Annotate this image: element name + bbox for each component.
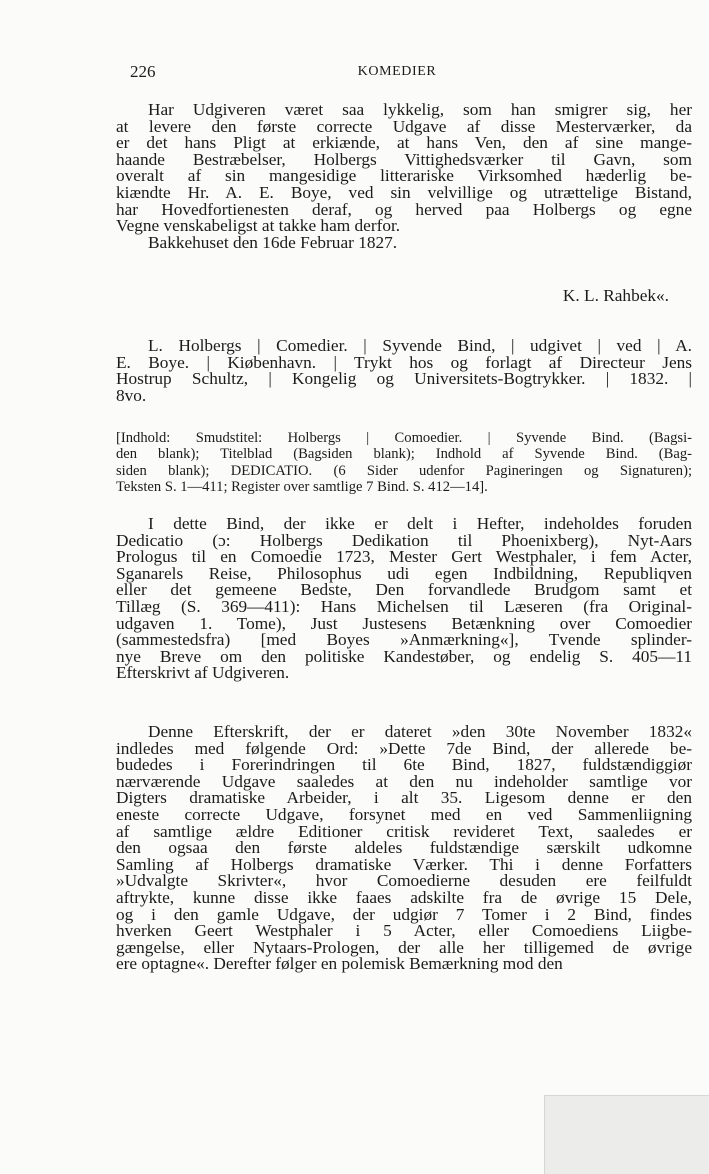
text-line: kiændte Hr. A. E. Boye, ved sin velvillige og utrættelige Bistand, bbox=[116, 182, 692, 202]
page-header bbox=[116, 62, 678, 84]
text-line: ere optagne«. Derefter følger en polemisk Bemærkning mod den bbox=[116, 954, 563, 974]
dateline: Bakkehuset den 16de Februar 1827. bbox=[148, 232, 398, 252]
signature: K. L. Rahbek«. bbox=[562, 286, 669, 305]
text-line: Teksten S. 1—411; Register over samtlige 7 Bind. S. 412—14]. bbox=[116, 479, 488, 496]
text-line: Efterskrivt af Udgiveren. bbox=[116, 663, 290, 683]
text-line: [Indhold: Smudstitel: Holbergs | Comoedier. | Syvende Bind. (Bagsi- bbox=[116, 430, 692, 446]
text-line: Digters dramatiske Arbeider, i alt 35. Ligesom denne er den bbox=[116, 788, 692, 808]
text-line: 8vo. bbox=[116, 385, 147, 405]
text-line: den ogsaa den første aldeles fuldstændige særskilt udkomne bbox=[116, 838, 692, 858]
text-line: Dedicatio (ɔ: Holbergs Dedikation til Phoenixberg), Nyt-Aars bbox=[116, 530, 692, 550]
text-line: »Udvalgte Skrivter«, hvor Comoedierne desuden ere feilfuldt bbox=[116, 871, 692, 891]
page-number: 226 bbox=[130, 62, 156, 81]
text-line: (sammestedsfra) [med Boyes »Anmærkning«], Tvende splinder- bbox=[116, 630, 692, 650]
text-line: hverken Geert Westphaler i 5 Acter, eller Comoediens Liigbe- bbox=[116, 921, 692, 941]
text-line: overalt af sin mangesidige litterariske Virksomhed hæderlig be- bbox=[116, 166, 692, 186]
page-edge-shadow bbox=[544, 1095, 709, 1174]
text-line: budedes i Forerindringen til 6te Bind, 1827, fuldstændiggiør bbox=[116, 755, 692, 775]
text-line: Prologus til en Comoedie 1723, Mester Gert Westphaler, i fem Acter, bbox=[116, 547, 692, 567]
text-line: den blank); Titelblad (Bagsiden blank); Indhold af Syvende Bind. (Bag- bbox=[116, 446, 692, 463]
running-title: KOMEDIER bbox=[357, 64, 437, 79]
text-line: E. Boye. | Kiøbenhavn. | Trykt hos og forlagt af Directeur Jens bbox=[116, 352, 692, 372]
text-line: L. Holbergs | Comedier. | Syvende Bind, | udgivet | ved | A. bbox=[148, 336, 692, 355]
text-line: indledes med følgende Ord: »Dette 7de Bind, der allerede be- bbox=[116, 738, 692, 758]
text-line: Denne Efterskrift, der er dateret »den 30te November 1832« bbox=[148, 722, 692, 741]
text-line: Sganarels Reise, Philosophus udi egen Indbildning, Republiqven bbox=[116, 563, 692, 583]
text-line: at levere den første correcte Udgave af disse Mesterværker, da bbox=[116, 116, 692, 136]
text-line: aftrykte, kunne disse ikke faaes adskilte fra de øvrige 15 Dele, bbox=[116, 887, 692, 907]
text-line: gængelse, eller Nytaars-Prologen, der alle her tilligemed de øvrige bbox=[116, 937, 692, 957]
text-line: Vegne venskabeligst at takke ham derfor. bbox=[116, 216, 401, 236]
text-line: Samling af Holbergs dramatiske Værker. Thi i denne Forfatters bbox=[116, 854, 692, 874]
text-line: nye Breve om den politiske Kandestøber, og endelig S. 405—11 bbox=[116, 646, 692, 666]
text-line: er det hans Pligt at erkiænde, at hans Ven, den af sine mange- bbox=[116, 133, 692, 153]
text-line: haande Bestræbelser, Holbergs Vittighedsværker til Gavn, som bbox=[116, 149, 692, 169]
paragraph bbox=[116, 724, 692, 973]
preface-paragraph bbox=[116, 102, 692, 251]
text-line: I dette Bind, der ikke er delt i Hefter, indeholdes foruden bbox=[148, 514, 692, 533]
text-line: eneste correcte Udgave, forsynet med en ved Sammenliigning bbox=[116, 804, 692, 824]
text-line: nærværende Udgave saaledes at den nu indeholder samtlige vor bbox=[116, 771, 692, 791]
text-line: Tillæg (S. 369—411): Hans Michelsen til Læseren (fra Original- bbox=[116, 596, 692, 616]
text-line: Har Udgiveren været saa lykkelig, som han smigrer sig, her bbox=[148, 100, 692, 119]
text-line: af samtlige ældre Editioner critisk revideret Text, saaledes er bbox=[116, 821, 692, 841]
text-line: eller det gemeene Bedste, Den forvandlede Brudgom samt et bbox=[116, 580, 692, 600]
paragraph bbox=[116, 516, 692, 682]
text-line: har Hovedfortienesten deraf, og herved paa Holbergs og egne bbox=[116, 199, 692, 219]
contents-note bbox=[116, 430, 692, 496]
text-line: udgaven 1. Tome), Just Justesens Betænkning over Comoedier bbox=[116, 613, 692, 633]
text-line: og i den gamle Udgave, der udgiør 7 Tomer i 2 Bind, findes bbox=[116, 904, 692, 924]
text-line: siden blank); DEDICATIO. (6 Sider udenfor Pagineringen og Signaturen); bbox=[116, 462, 692, 479]
bibliographic-title-entry bbox=[116, 338, 692, 404]
text-line: Hostrup Schultz, | Kongelig og Universitets-Bogtrykker. | 1832. | bbox=[116, 369, 692, 389]
